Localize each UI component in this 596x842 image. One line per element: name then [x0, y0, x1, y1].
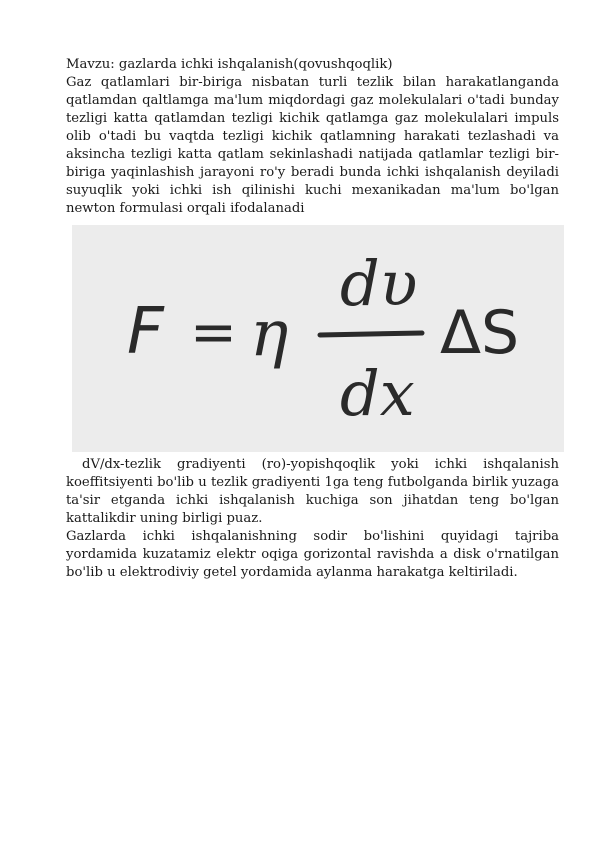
formula-fraction-bar — [320, 333, 422, 335]
formula-image — [72, 225, 564, 452]
paragraph-intro: Gaz qatlamlari bir-biriga nisbatan turli tezlik bilan harakatlanganda qatlamdan qaltlamga ma'lum miqdordagi gaz molekulalari o'tadi bunday tezligi katta qatlamdan tezligi kichik qatlamga gaz molekulalari impuls olib o'tadi bu vaqtda tezligi kichik qatlamning harakati tezlashadi va aksincha tezligi katta qatlam sekinlashadi natijada qatlamlar tezligi bir-biriga yaqinlashish jarayoni ro'y beradi bunda ichki ishqalanish deyiladi suyuqlik yoki ichki ish qilinishi kuchi mexanikadan ma'lum bo'lgan newton formulasi orqali ifodalanadi — [66, 75, 559, 216]
formula-eta-symbol: η — [250, 297, 289, 371]
newton-viscosity-formula — [72, 225, 564, 452]
formula-numerator: dυ — [340, 247, 418, 320]
formula-force-symbol: F — [127, 295, 164, 369]
paragraph-gradient: dV/dx-tezlik gradiyenti (ro)-yopishqoqlik yoki ichki ishqalanish koeffitsiyenti bo'lib u tezlik gradiyenti 1ga teng futbolganda birlik yuzaga ta'sir etganda ichki ishqalanish kuchiga son jihatdan teng bo'lgan kattalikdir uning birligi puaz. — [66, 457, 559, 526]
document-page — [66, 56, 559, 582]
formula-area-delta: ΔS — [440, 298, 520, 368]
document-title: Mavzu: gazlarda ichki ishqalanish(qovushqoqlik) — [66, 57, 393, 72]
formula-equals-sign: = — [190, 300, 237, 365]
formula-denominator: dx — [340, 357, 415, 430]
paragraph-experiment: Gazlarda ichki ishqalanishning sodir bo'lishini quyidagi tajriba yordamida kuzatamiz elektr oqiga gorizontal ravishda a disk o'rnatilgan bo'lib u elektrodiviy getel yordamida aylanma harakatga keltiriladi. — [66, 529, 559, 580]
